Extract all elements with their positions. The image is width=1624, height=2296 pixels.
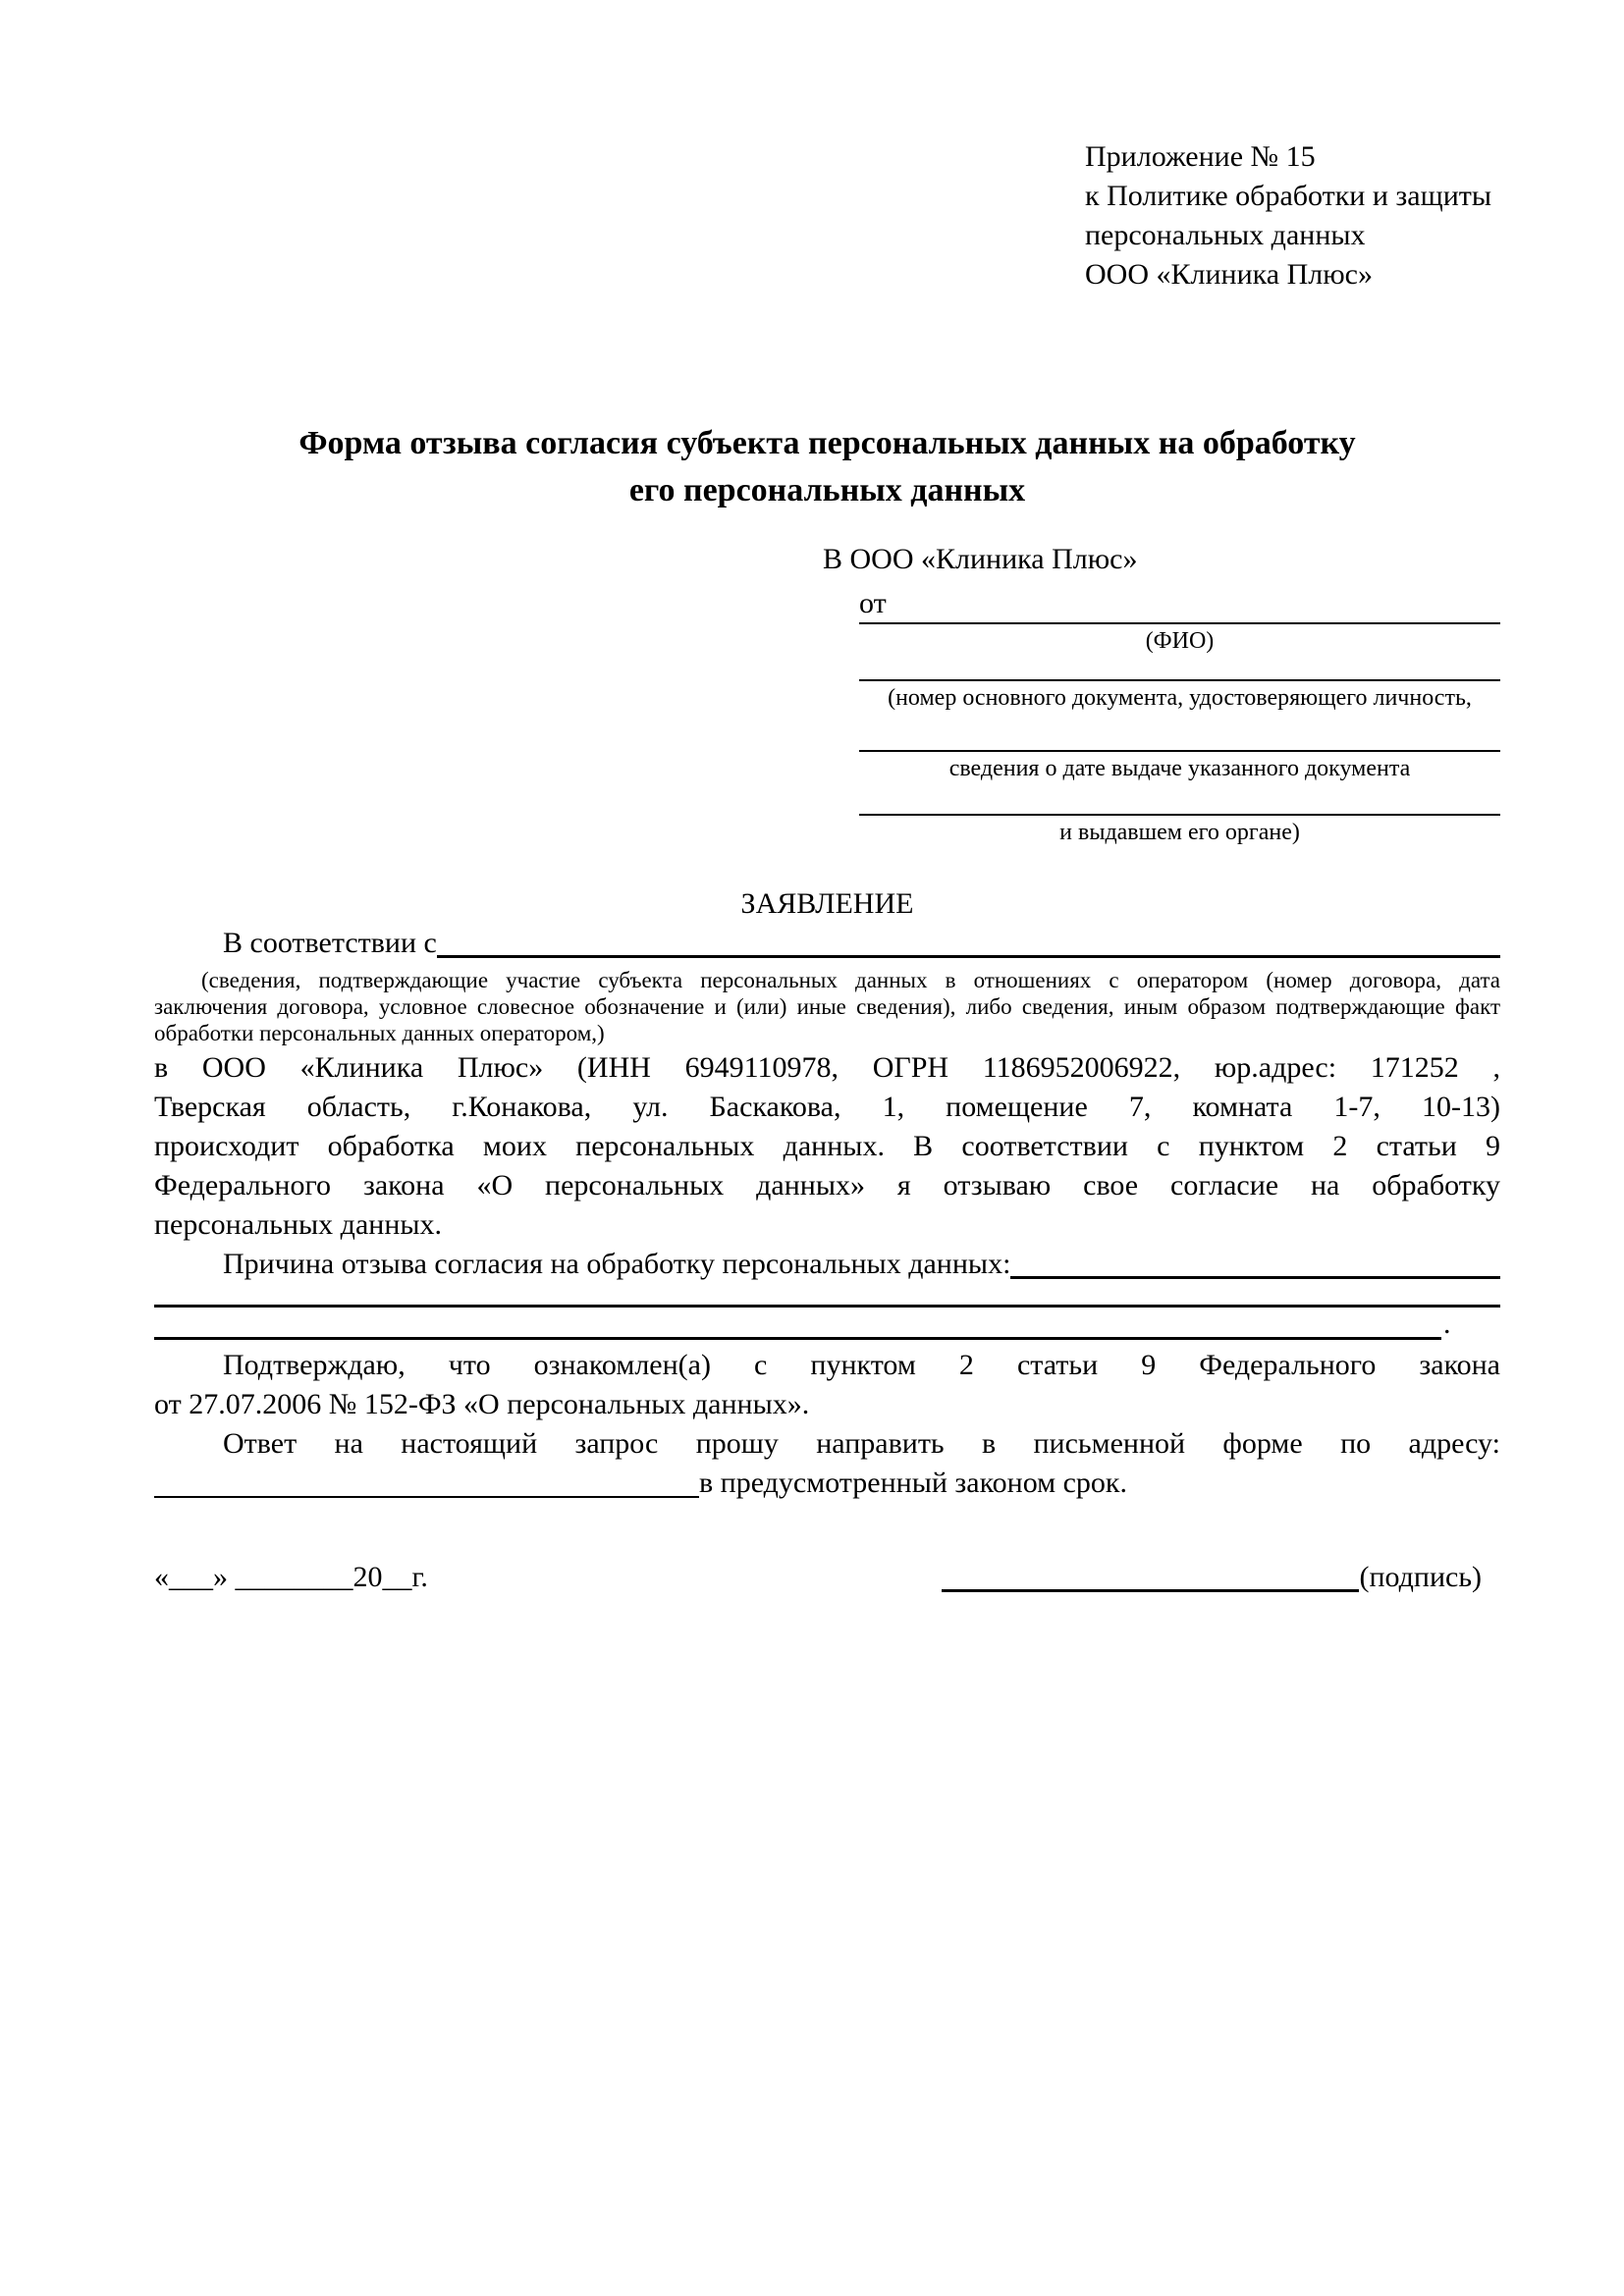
small-print-note: (сведения, подтверждающие участие субъекта персональных данных в отношениях с оператором (номер договора, дата заключения договора, условное словесное обозначение и (или) иные сведения), либо сведения, иным образом подтверждающие факт обработки персональных данных оператором,) — [154, 968, 1500, 1045]
lead-in-blank-line — [437, 924, 1500, 958]
body-paragraph: в ООО «Клиника Плюс» (ИНН 6949110978, ОГРН 1186952006922, юр.адрес: 171252 , Тверская область, г.Конакова, ул. Баскакова, 1, помещение 7, комната 1-7, 10-13) происходит обработка моих персональных данных. В соответствии с пунктом 2 статьи 9 Федерального закона «О персональных данных» я отзываю свое согласие на обработку персональных данных. — [154, 1051, 1500, 1241]
issuing-authority-field — [859, 783, 1500, 847]
signature-blank-line — [942, 1558, 1359, 1592]
confirmation-paragraph: Подтверждаю, что ознакомлен(а) с пунктом 2 статьи 9 Федерального закона от 27.07.2006 № 152-ФЗ «О персональных данных». — [154, 1349, 1500, 1420]
date-blank-line: «___» ________20__г. — [154, 1561, 428, 1593]
recipient-block — [823, 540, 1500, 618]
reason-label: Причина отзыва согласия на обработку персональных данных: — [223, 1248, 1011, 1280]
reply-paragraph: Ответ на настоящий запрос прошу направить в письменной форме по адресу: — [223, 1427, 1500, 1460]
signature-group — [942, 1558, 1482, 1597]
issue-date-blank-line — [859, 713, 1500, 752]
document-number-caption: (номер основного документа, удостоверяющего личность, — [888, 685, 1472, 711]
issuing-authority-caption: и выдавшем его органе) — [1059, 820, 1300, 845]
applicant-fields — [859, 618, 1500, 847]
signature-label: (подпись) — [1359, 1561, 1482, 1593]
issuing-authority-blank-line — [859, 783, 1500, 816]
footer-row — [154, 1558, 1500, 1597]
issue-date-caption: сведения о дате выдаче указанного документа — [948, 756, 1411, 781]
fio-field — [859, 618, 1500, 656]
lead-in-text: В соответствии с — [223, 927, 437, 959]
reason-row — [154, 1245, 1500, 1284]
recipient-organization: В ООО «Клиника Плюс» — [823, 543, 1138, 575]
document-content — [154, 0, 1500, 1597]
address-blank-line — [154, 1464, 699, 1498]
appendix-header: Приложение № 15 к Политике обработки и защиты персональных данных ООО «Клиника Плюс» — [1085, 140, 1492, 291]
from-label: от — [859, 587, 887, 619]
reason-blank-line — [1010, 1245, 1500, 1279]
document-number-blank-line — [859, 656, 1500, 681]
reason-blank-line-3 — [154, 1308, 1500, 1340]
address-suffix-text: в предусмотренный законом срок. — [699, 1467, 1127, 1499]
lead-in-row — [154, 924, 1500, 963]
issue-date-field — [859, 713, 1500, 783]
reason-terminator: . — [1443, 1308, 1451, 1340]
address-row — [154, 1464, 1500, 1503]
statement-heading: ЗАЯВЛЕНИЕ — [740, 887, 914, 920]
fio-caption: (ФИО) — [1145, 628, 1215, 654]
document-number-field — [859, 656, 1500, 713]
reason-blank-line-2 — [154, 1284, 1500, 1308]
document-title: Форма отзыва согласия субъекта персональных данных на обработку его персональных данных — [298, 425, 1356, 508]
reason-blank-line-3-rule — [154, 1310, 1441, 1340]
